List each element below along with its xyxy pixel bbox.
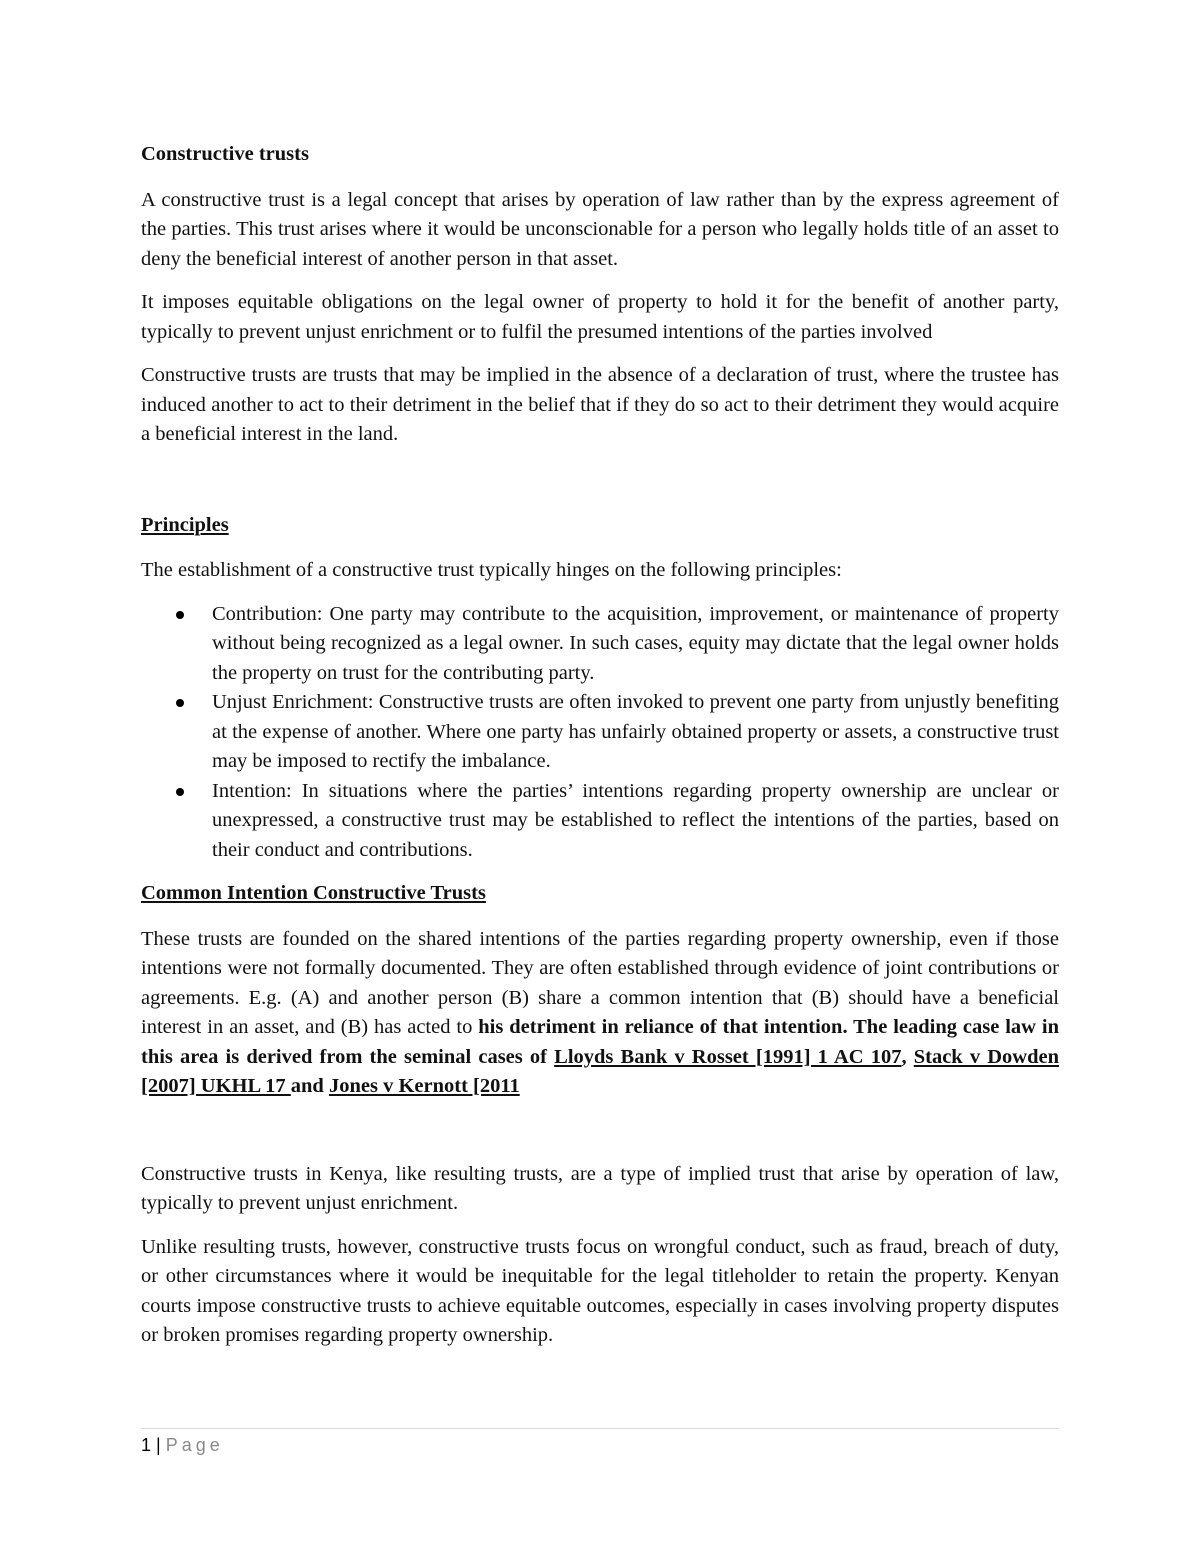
principles-list xyxy=(141,600,1059,866)
intro-paragraph-1: A constructive trust is a legal concept that arises by operation of law rather than by the express agreement of the parties. This trust arises where it would be unconscionable for a person who legally holds title of an asset to deny the beneficial interest of another person in that asset. xyxy=(141,188,1059,270)
document-title: Constructive trusts xyxy=(141,143,309,165)
common-intention-text: These trusts are founded on the shared intentions of the parties regarding property ownership, even if those intentions were not formally documented. They are often established through evidence of joint contributions or agreements. E.g. (A) and another person (B) share a common intention that (B) should have a beneficial interest in an asset, and (B) has acted to xyxy=(141,927,1059,1038)
principle-text: Contribution: One party may contribute to the acquisition, improvement, or maintenance of property without being recognized as a legal owner. In such cases, equity may dictate that the legal owner holds the property on trust for the contributing party. xyxy=(212,602,1059,684)
principle-text: Unjust Enrichment: Constructive trusts are often invoked to prevent one party from unjustly benefiting at the expense of another. Where one party has unfairly obtained property or assets, a constructive trust may be imposed to rectify the imbalance. xyxy=(212,691,1059,772)
bullet-icon xyxy=(176,788,184,796)
footer-separator: | xyxy=(151,1435,166,1455)
principles-lead: The establishment of a constructive trust typically hinges on the following principles: xyxy=(141,559,842,581)
list-item xyxy=(141,777,1059,866)
bullet-icon xyxy=(176,611,184,619)
common-intention-heading: Common Intention Constructive Trusts xyxy=(141,882,486,904)
intro-paragraph-3: Constructive trusts are trusts that may be implied in the absence of a declaration of trust, where the trustee has induced another to act to their detriment in the belief that if they do so act to their detriment they would acquire a beneficial interest in the land. xyxy=(141,364,1059,445)
kenya-paragraph-2: Unlike resulting trusts, however, constructive trusts focus on wrongful conduct, such as fraud, breach of duty, or other circumstances where it would be inequitable for the legal titleholder to retain the property. Kenyan courts impose constructive trusts to achieve equitable outcomes, especially in cases involving property disputes or broken promises regarding property ownership. xyxy=(141,1235,1059,1346)
list-item xyxy=(141,600,1059,689)
case-link-lloyds-bank: Lloyds Bank v Rosset [1991] 1 AC 107 xyxy=(554,1045,902,1068)
case-link-stack-dowden: Stack v Dowden [2007] UKHL 17 xyxy=(141,1045,1060,1097)
common-intention-bold-text: his detriment in reliance of that intention. The leading case law in this area is derived from the seminal cases of xyxy=(141,1016,1059,1068)
list-item xyxy=(141,688,1059,777)
document-body xyxy=(141,140,1059,1351)
case-separator: , xyxy=(901,1045,914,1068)
page-number: 1 xyxy=(141,1435,152,1455)
intro-paragraph-2: It imposes equitable obligations on the legal owner of property to hold it for the benefit of another party, typically to prevent unjust enrichment or to fulfil the presumed intentions of the parties involved xyxy=(141,291,1059,343)
case-separator: and xyxy=(290,1075,329,1097)
principles-heading: Principles xyxy=(141,513,229,536)
page-label: Page xyxy=(165,1435,224,1455)
page-footer xyxy=(141,1428,1059,1456)
principle-text: Intention: In situations where the parties’ intentions regarding property ownership are unclear or unexpressed, a constructive trust may be established to reflect the intentions of the parties, based on their conduct and contributions. xyxy=(212,779,1059,861)
case-link-jones-kernott: Jones v Kernott [2011 xyxy=(328,1075,520,1097)
kenya-paragraph-1: Constructive trusts in Kenya, like resulting trusts, are a type of implied trust that arise by operation of law, typically to prevent unjust enrichment. xyxy=(141,1162,1059,1214)
common-intention-paragraph xyxy=(141,925,1059,1102)
bullet-icon xyxy=(176,699,184,707)
